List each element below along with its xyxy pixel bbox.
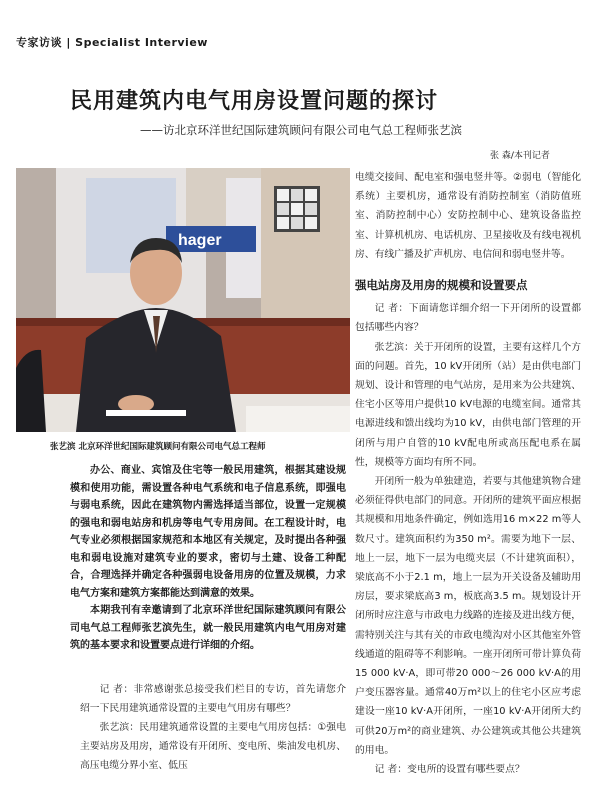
interview-question: 记 者：非常感谢张总接受我们栏目的专访，首先请您介绍一下民用建筑通常设置的主要电气用房有哪些？ (80, 684, 346, 714)
interview-answer: 张艺滨：关于开闭所的设置，主要有这样几个方面的问题。首先，10 kV开闭所（站）是由供电部门规划、设计和管理的电气站房，是用来为公共建筑、住宅小区等用户提供10 kV电源的电缆室间。通常其电源进线和馈出线均为10 kV，由供电部门管理的开闭所与用户自管的10 kV配电所或高压配电系在属性，规模等方面均有所不同。 (355, 341, 581, 468)
interviewee-photo (16, 168, 350, 432)
intro-paragraph: 本期我刊有幸邀请到了北京环洋世纪国际建筑顾问有限公司电气总工程师张艺滨先生，就一般民用建筑内电气用房对建筑的基本要求和设置要点进行详细的介绍。 (70, 605, 346, 651)
body-paragraph: 开闭所一般为单独建造，若要与其他建筑物合建必须征得供电部门的同意。开闭所的建筑平面应根据其规模和用地条件确定，例如选用16 m×22 m等人数尺寸。建筑面积约为350 m²。需要为地下一层、地上一层，地下一层为电缆夹层（不计建筑面积），梁底高不小于2.1 m，地上一层为开关设备及辅助用房层，要求梁底高3 m，板底高3.5 m。规划设计开闭所时应注意与市政电力线路的连接及进出线方便，需特别关注与其有关的市政电缆沟对小区其他室外管线通道的阻碍等不利影响。一座开闭所可带计算负荷15 000 kV·A，即可带20 000～26 000 kV·A的用户变压器容量。通常40万m²以上的住宅小区应考虑建设一座10 kV·A开闭所，一座10 kV·A开闭所大约可供20万m²的商业建筑、办公建筑或其他公共建筑的用电。 (355, 476, 581, 756)
left-column-lower (80, 680, 346, 775)
byline: 张 森/本刊记者 (490, 151, 550, 161)
interview-question: 记 者：变电所的设置有哪些要点？ (374, 764, 525, 776)
photo-illustration (16, 168, 350, 432)
article-title: 民用建筑内电气用房设置问题的探讨 (70, 88, 439, 114)
interview-question: 记 者：下面请您详细介绍一下开闭所的设置都包括哪些内容？ (355, 303, 581, 334)
hager-logo: hager (178, 232, 222, 249)
intro-paragraph: 办公、商业、宾馆及住宅等一般民用建筑，根据其建设规模和使用功能，需设置各种电气系统和电子信息系统，即强电与弱电系统，因此在建筑物内需选择适当部位，设置一定规模的强电和弱电站房和机房等电气专用房间。在工程设计时，电气专业必须根据国家规范和本地区有关规定，及时提出各种强电和弱电设施对建筑专业的要求，密切与土建、设备工种配合，合理选择并确定各种强弱电设备用房的位置及规模，力求电气方案和建筑方案都能达到满意的效果。 (70, 465, 346, 599)
intro-text (70, 462, 346, 655)
right-column (355, 168, 581, 779)
section-heading: 强电站房及用房的规模和设置要点 (355, 278, 528, 293)
photo-caption: 张艺滨 北京环洋世纪国际建筑顾问有限公司电气总工程师 (50, 442, 266, 452)
body-paragraph: 电缆交接间、配电室和强电竖井等。②弱电（智能化系统）主要机房，通常设有消防控制室（消防值班室、消防控制中心）安防控制中心、建筑设备监控室、计算机机房、电话机房、卫星接收及有线电视机房、有线广播及扩声机房、电信间和弱电竖井等。 (355, 172, 581, 260)
interview-answer: 张艺滨：民用建筑通常设置的主要电气用房包括：①强电主要站房及用房，通常设有开闭所、变电所、柴油发电机房、高压电缆分界小室、低压 (80, 722, 346, 771)
article-subtitle: ——访北京环洋世纪国际建筑顾问有限公司电气总工程师张艺滨 (140, 123, 462, 137)
section-header: 专家访谈 | Specialist Interview (16, 36, 208, 49)
